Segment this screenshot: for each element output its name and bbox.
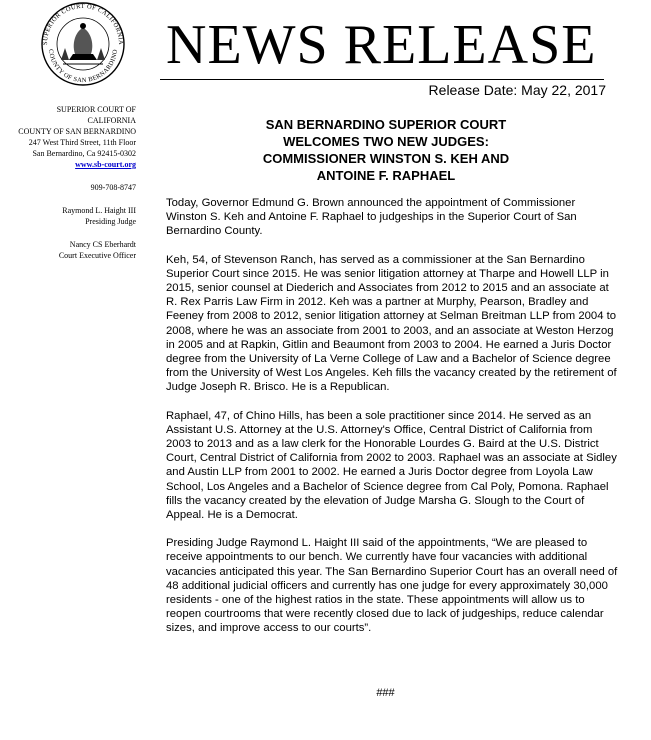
address-line1: 247 West Third Street, 11th Floor [28,138,136,147]
body-paragraph: Raphael, 47, of Chino Hills, has been a sole practitioner since 2014. He served as an Assistant U.S. Attorney at the U.S. Attorney's Office, Central District of California from 2003 to 2013 and as a law clerk for the Honorable Lourdes G. Baird at the U.S. District Court, Central District of California from 2002 to 2003. Raphael was an associate at Sidley and Austin LLP from 2001 to 2002. He earned a Juris Doctor degree from Loyola Law School, Los Angeles and a Bachelor of Science degree from Cal Poly, Pomona. Raphael fills the vacancy created by the elevation of Judge Marsha G. Slough to the Court of Appeal. He is a Democrat. [166,409,617,522]
sidebar [0,104,136,273]
seal-bottom-text: COUNTY OF SAN BERNARDINO [46,48,120,85]
court-name-line2: CALIFORNIA [87,116,136,125]
body-paragraph: Today, Governor Edmund G. Brown announced the appointment of Commissioner Winston S. Keh and Antoine F. Raphael to judgeships in the Superior Court of San Bernardino County. [166,197,577,238]
phone-number: 909-708-8747 [90,183,136,192]
body-paragraph: Presiding Judge Raymond L. Haight III said of the appointments, “We are pleased to receive appointments to our bench. We currently have four vacancies with additional vacancies anticipated this year. The San Bernardino Superior Court has an overall need of 48 additional judicial officers and currently has one judge for every approximately 30,000 residents - one of the highest ratios in the state. These appointments will allow us to reopen courtrooms that were recently closed due to lack of judgeships, reduce calendar sizes, and improve access to our courts”. [166,537,618,635]
presiding-judge-name: Raymond L. Haight III [62,206,136,215]
court-address-block [0,104,136,170]
title-line2: WELCOMES TWO NEW JUDGES: [283,134,489,149]
release-date: Release Date: May 22, 2017 [428,82,606,98]
court-name-line3: COUNTY OF SAN BERNARDINO [18,127,136,136]
presiding-judge-title: Presiding Judge [85,217,136,226]
executive-officer-name: Nancy CS Eberhardt [69,240,136,249]
headline: NEWS RELEASE [166,14,597,76]
website-link[interactable]: www.sb-court.org [75,160,136,169]
release-title [166,116,606,184]
court-seal [25,2,141,86]
address-line2: San Bernardino, Ca 92415-0302 [32,149,136,158]
end-mark-row [0,687,651,699]
release-body [166,196,618,650]
seal-top-text: SUPERIOR COURT OF CALIFORNIA [41,2,125,46]
title-line3: COMMISSIONER WINSTON S. KEH AND [262,151,510,166]
court-name-line1: SUPERIOR COURT OF [56,105,136,114]
title-line1: SAN BERNARDINO SUPERIOR COURT [265,117,507,132]
body-paragraph: Keh, 54, of Stevenson Ranch, has served as a commissioner at the San Bernardino Superior Court since 2015. He was senior litigation attorney at Tharpe and Howell LLP in 2015, senior counsel at Diederich and Associates from 2012 to 2015 and an associate at R. Rex Parris Law Firm in 2012. Keh was a partner at Murphy, Pearson, Bradley and Feeney from 2008 to 2012, senior litigation attorney at Selman Breitman LLP from 2004 to 2008, where he was an associate from 2001 to 2003, and an associate at Weston Herzog in 2005 and at Rapkin, Gitlin and Beaumont from 2003 to 2004. He earned a Juris Doctor degree from the University of La Verne College of Law and a Bachelor of Science degree from the University of West Los Angeles. Keh fills the vacancy created by the retirement of Judge Joseph R. Brisco. He is a Republican. [166,253,617,394]
end-mark: ### [376,687,395,699]
executive-officer-block [0,239,136,261]
header-rule [160,79,604,80]
title-line4: ANTOINE F. RAPHAEL [316,168,456,183]
executive-officer-title: Court Executive Officer [58,251,136,260]
presiding-judge-block [0,205,136,227]
